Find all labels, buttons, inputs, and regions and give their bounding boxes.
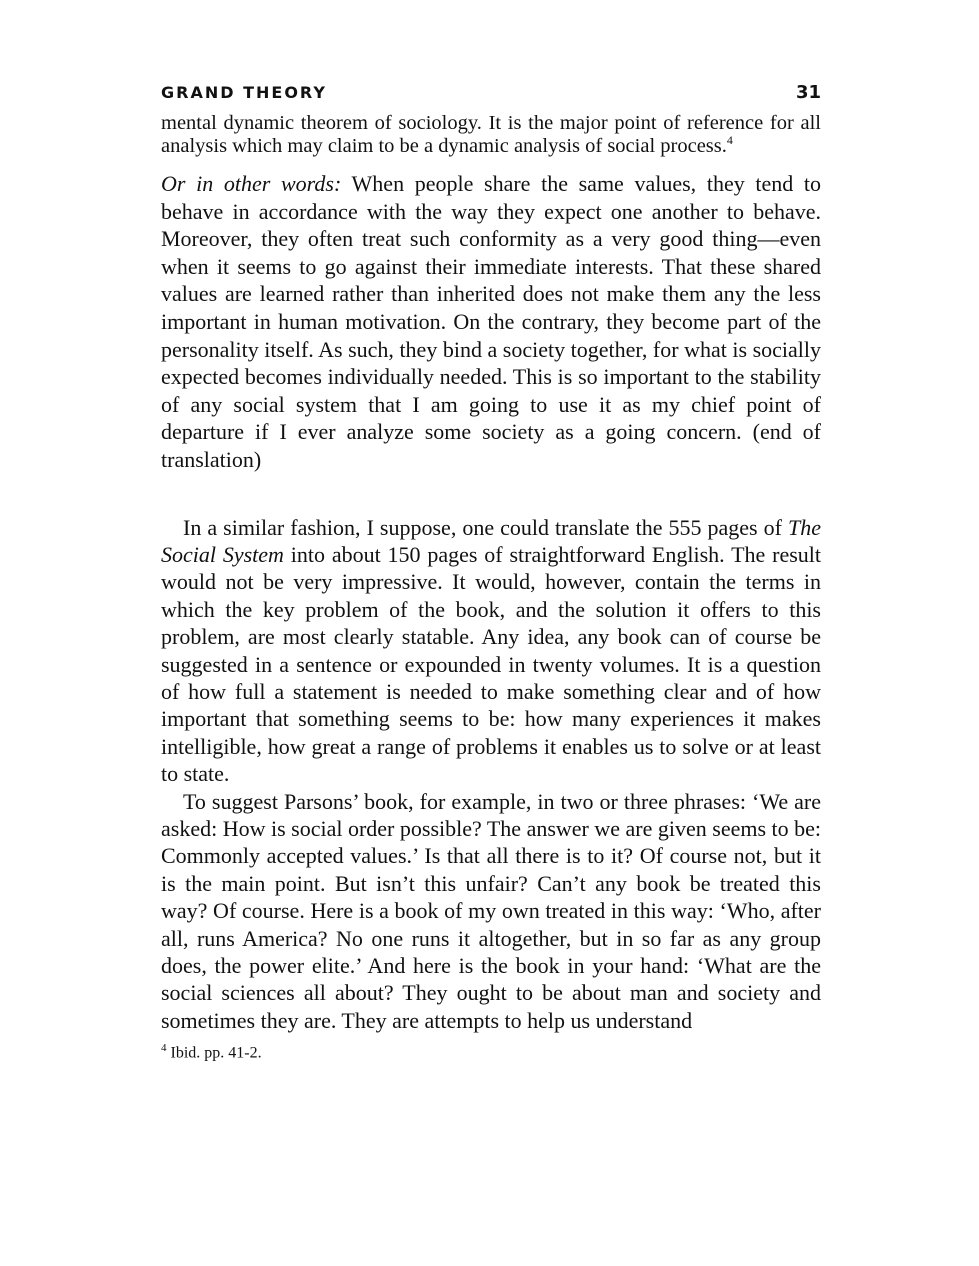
quote-paragraph [161, 112, 821, 157]
body-paragraph [161, 514, 821, 788]
page-number: 31 [795, 82, 821, 103]
translation-text: When people share the same values, they tend to behave in accordance with the way they expect one another to behave. Moreover, they often treat such conformity as a very good thing—even when it seems to go against their immediate interests. That these shared values are learned rather than inherited does not make them any the less important in human motivation. On the contrary, they become part of the personality itself. As such, they bind a society together, for what is socially expected becomes individually needed. This is so important to the stability of any social system that I am going to use it as my chief point of departure if I ever analyze some society as a going concern. (end of translation) [161, 171, 822, 472]
book-page [161, 82, 821, 1064]
quoted-passage [161, 112, 821, 157]
footnote-reference: 4 [726, 132, 733, 147]
body-text [161, 514, 821, 1035]
footnote-marker: 4 [161, 1042, 167, 1055]
book-title: The Social System [161, 514, 821, 567]
paragraph-text: In a similar fashion, I suppose, one could translate the 555 pages of [183, 514, 788, 540]
chapter-title: GRAND THEORY [161, 83, 327, 102]
running-head [161, 82, 821, 108]
paragraph-text: To suggest Parsons’ book, for example, in two or three phrases: ‘We are asked: How is social order possible? The answer we are given seems to be: Commonly accepted values.’ Is that all there is to it? Of course not, but it is the main point. But isn’t this unfair? Can’t any book be treated this way? Of course. Here is a book of my own treated in this way: ‘Who, after all, runs America? No one runs it altogether, but in so far as any group does, the power elite.’ And here is the book in your hand: ‘What are the social sciences all about? They ought to be about man and society and sometimes they are. They are attempts to help us understand [161, 788, 822, 1033]
footnote-text: Ibid. pp. 41-2. [170, 1044, 262, 1062]
paragraph-text: into about 150 pages of straightforward English. The result would not be very impressive. It would, however, contain the terms in which the key problem of the book, and the solution it offers to this problem, are most clearly statable. Any idea, any book can of course be suggested in a sentence or expounded in twenty volumes. It is a question of how full a statement is needed to make something clear and of how important that something seems to be: how many experiences it makes intelligible, how great a range of problems it enables us to solve or at least to state. [161, 541, 821, 787]
translation-lead: Or in other words: [161, 171, 342, 196]
footnote [161, 1038, 821, 1063]
translation-paragraph [161, 170, 821, 474]
quote-text: mental dynamic theorem of sociology. It is the major point of reference for all analysis which may claim to be a dynamic analysis of social process. [161, 112, 821, 157]
body-paragraph [161, 788, 821, 1035]
